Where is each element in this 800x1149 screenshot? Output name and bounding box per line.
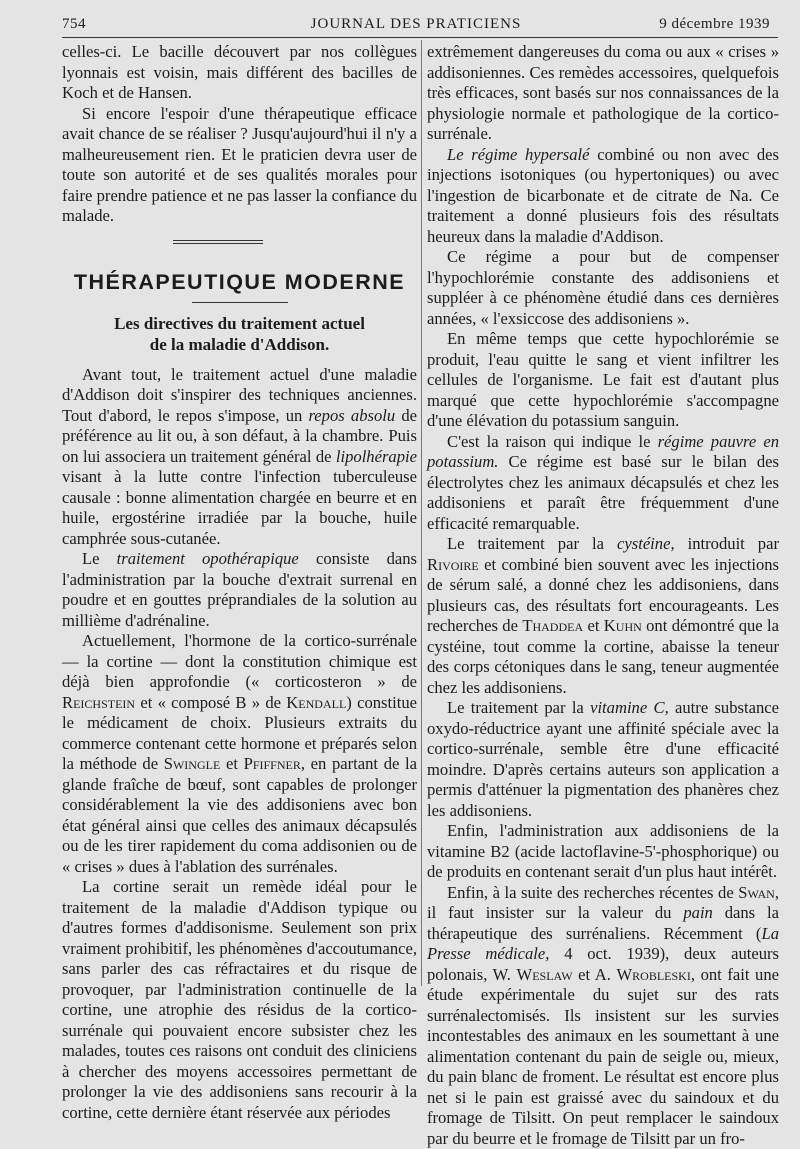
paragraph: En même temps que cette hypochlorémie se produit, l'eau quitte le sang et vient infiltrer les cellules de l'organisme. Le fait est d'autant plus marqué que cette hypochlorémie s'accompagne d'une élévation du potassium sanguin. bbox=[427, 329, 779, 432]
emphasis: pain bbox=[683, 903, 713, 922]
text-run: C'est la raison qui indique le bbox=[447, 432, 658, 451]
author-name: Swan bbox=[738, 883, 775, 902]
text-run: , il faut insister sur la valeur du bbox=[427, 883, 779, 923]
paragraph: Ce régime a pour but de compenser l'hypochlorémie constante des addisoniens et suppléer à ce phénomène étudié dans ces dernières années, « l'exsiccose des addisoniens ». bbox=[427, 247, 779, 329]
paragraph bbox=[427, 534, 779, 698]
paragraph bbox=[427, 698, 779, 821]
text-run: ) constitue le médicament de choix. Plusieurs extraits du commerce contenant cette hormone et préparés selon la méthode de bbox=[62, 693, 417, 774]
emphasis: régime pauvre en potassium. bbox=[427, 432, 779, 472]
paragraph bbox=[62, 365, 417, 550]
emphasis: vitamine C, bbox=[590, 698, 669, 717]
column-divider bbox=[421, 40, 422, 986]
issue-date: 9 décembre 1939 bbox=[659, 16, 770, 33]
paragraph bbox=[427, 883, 779, 1149]
emphasis: Le régime hypersalé bbox=[447, 145, 590, 164]
emphasis: repos absolu bbox=[308, 406, 395, 425]
emphasis: lipolhérapie bbox=[336, 447, 417, 466]
text-run: et bbox=[583, 616, 604, 635]
text-run: , ont fait une étude expérimentale du sujet sur des rats surrénalectomisés. Ils insistent sur les survies incontestables des animaux en les soumettant à une alimentation contenant du pain de seigle ou, mieux, du pain blanc de froment. Le résultat est encore plus net si le pain est graissé avec du saindoux et du fromage de Tilsitt. On peut remplacer le saindoux par du beurre et le fromage de Tilsitt par un fro- bbox=[427, 965, 779, 1148]
text-run: , en partant de la glande fraîche de bœuf, sont capables de prolonger considérablement la vie des addisoniens avec bon état général ainsi que celles des animaux décapsulés ou de les tirer rapidement du coma addisonien ou de « crises » dues à l'ablation des surrénales. bbox=[62, 754, 417, 876]
text-run: combiné ou non avec des injections isotoniques (ou hypertoniques) ou avec l'ingestion de bicarbonate et de citrate de Na. Ce traitement a donné plusieurs fois des résultats heureux dans la maladie d'Addison. bbox=[427, 145, 779, 246]
page-header bbox=[62, 14, 770, 36]
text-run: consiste dans l'administration par la bouche d'extrait surrenal en poudre et en gouttes préprandiales de la solution au millième d'adrénaline. bbox=[62, 549, 417, 630]
author-name: Kuhn bbox=[604, 616, 642, 635]
paragraph bbox=[427, 145, 779, 248]
article-subtitle bbox=[62, 313, 417, 355]
page-number: 754 bbox=[62, 16, 86, 33]
section-separator bbox=[62, 227, 417, 257]
text-run: introduit par bbox=[675, 534, 779, 553]
text-run: et A. bbox=[573, 965, 617, 984]
header-rule bbox=[62, 37, 778, 38]
paragraph: extrêmement dangereuses du coma ou aux « crises » addisoniennes. Ces remèdes accessoires, quelquefois très efficaces, sont basés sur nos connaissances de la physiologie normale et pathologique de la cortico-surrénale. bbox=[427, 42, 779, 145]
author-name: Rivoire bbox=[427, 555, 479, 574]
emphasis: La Presse médicale, bbox=[427, 924, 779, 964]
author-name: Wrobleski bbox=[617, 965, 691, 984]
journal-title: JOURNAL DES PRATICIENS bbox=[62, 16, 770, 33]
paragraph bbox=[427, 432, 779, 535]
author-name: Kendall bbox=[286, 693, 346, 712]
text-run: Le bbox=[82, 549, 117, 568]
right-column bbox=[427, 42, 779, 1149]
paragraph: Si encore l'espoir d'une thérapeutique efficace avait chance de se réaliser ? Jusqu'aujourd'hui il n'y a malheureusement rien. Et le praticien devra user de toute son autorité et de ses qualités morales pour faire prendre patience et ne pas lasser la confiance du malade. bbox=[62, 104, 417, 227]
text-run: et combiné bien souvent avec les injections de sérum salé, a donné chez les addisoniens, dans plusieurs cas, des résultats fort encourageants. Les recherches de bbox=[427, 555, 779, 636]
text-run: Enfin, à la suite des recherches récentes de bbox=[447, 883, 738, 902]
text-run: Le traitement par la bbox=[447, 698, 590, 717]
text-run: de préférence au lit ou, à son défaut, à la chambre. Puis on lui associera un traitement général de bbox=[62, 406, 417, 466]
paragraph: Enfin, l'administration aux addisoniens de la vitamine B2 (acide lactoflavine-5'-phosphorique) ou de produits en contenant serait d'un plus haut intérêt. bbox=[427, 821, 779, 883]
text-run: Avant tout, le traitement actuel d'une maladie d'Addison doit s'inspirer des techniques anciennes. Tout d'abord, le repos s'impose, un bbox=[62, 365, 417, 425]
author-name: Pfiffner bbox=[244, 754, 301, 773]
title-rule bbox=[192, 302, 288, 303]
author-name: Reichstein bbox=[62, 693, 135, 712]
section-title: THÉRAPEUTIQUE MODERNE bbox=[62, 269, 417, 295]
emphasis: cystéine, bbox=[617, 534, 675, 553]
emphasis: traitement opothérapique bbox=[117, 549, 299, 568]
subtitle-line: de la maladie d'Addison. bbox=[150, 335, 330, 354]
text-run: Ce régime est basé sur le bilan des électrolytes chez les animaux décapsulés et chez les addisoniens et paraît être fréquemment d'une efficacité remarquable. bbox=[427, 452, 779, 533]
text-run: et bbox=[220, 754, 243, 773]
text-run: Actuellement, l'hormone de la cortico-surrénale — la cortine — dont la constitution chimique est déjà bien approfondie (« corticosteron » de bbox=[62, 631, 417, 691]
paragraph bbox=[62, 549, 417, 631]
subtitle-line: Les directives du traitement actuel bbox=[114, 314, 365, 333]
text-run: et « composé B » de bbox=[135, 693, 286, 712]
text-run: Le traitement par la bbox=[447, 534, 617, 553]
author-name: Weslaw bbox=[517, 965, 573, 984]
author-name: Swingle bbox=[164, 754, 221, 773]
text-run: visant à la lutte contre l'infection tuberculeuse causale : bonne alimentation chargée en beurre et en huile, ergostérine irradiée par la bouche, huile camphrée sous-cutanée. bbox=[62, 467, 417, 548]
paragraph: La cortine serait un remède idéal pour le traitement de la maladie d'Addison typique ou d'autres formes d'addisonisme. Seulement son prix vraiment prohibitif, les phénomènes d'accoutumance, sans parler des cas réfractaires et du risque de provoquer, par l'administration continuelle de la cortine, une atrophie des résidus de la cortico-surrénale qui pouvaient encore subsister chez les malades, toutes ces raisons ont conduit des cliniciens à chercher des moyens accessoires permettant de prolonger la vie des addisoniens sans recourir à la cortine, cette dernière étant réservée aux périodes bbox=[62, 877, 417, 1123]
left-column bbox=[62, 42, 417, 1123]
paragraph bbox=[62, 631, 417, 877]
paragraph: celles-ci. Le bacille découvert par nos collègues lyonnais est voisin, mais différent des bacilles de Koch et de Hansen. bbox=[62, 42, 417, 104]
author-name: Thaddea bbox=[522, 616, 583, 635]
text-run: dans la thérapeutique des surrénaliens. Récemment ( bbox=[427, 903, 779, 943]
text-run: autre substance oxydo-réductrice ayant une affinité spéciale avec la cortico-surrénale, semble être d'une efficacité moindre. D'après certains auteurs son application a permis d'atténuer la pigmentation des phanères chez les addisoniens. bbox=[427, 698, 779, 820]
text-run: 4 oct. 1939), deux auteurs polonais, W. bbox=[427, 944, 779, 984]
text-run: ont démontré que la cystéine, tout comme la cortine, abaisse la teneur des corps cétoniques dans le sang, teneur augmentée chez les addisoniens. bbox=[427, 616, 779, 697]
